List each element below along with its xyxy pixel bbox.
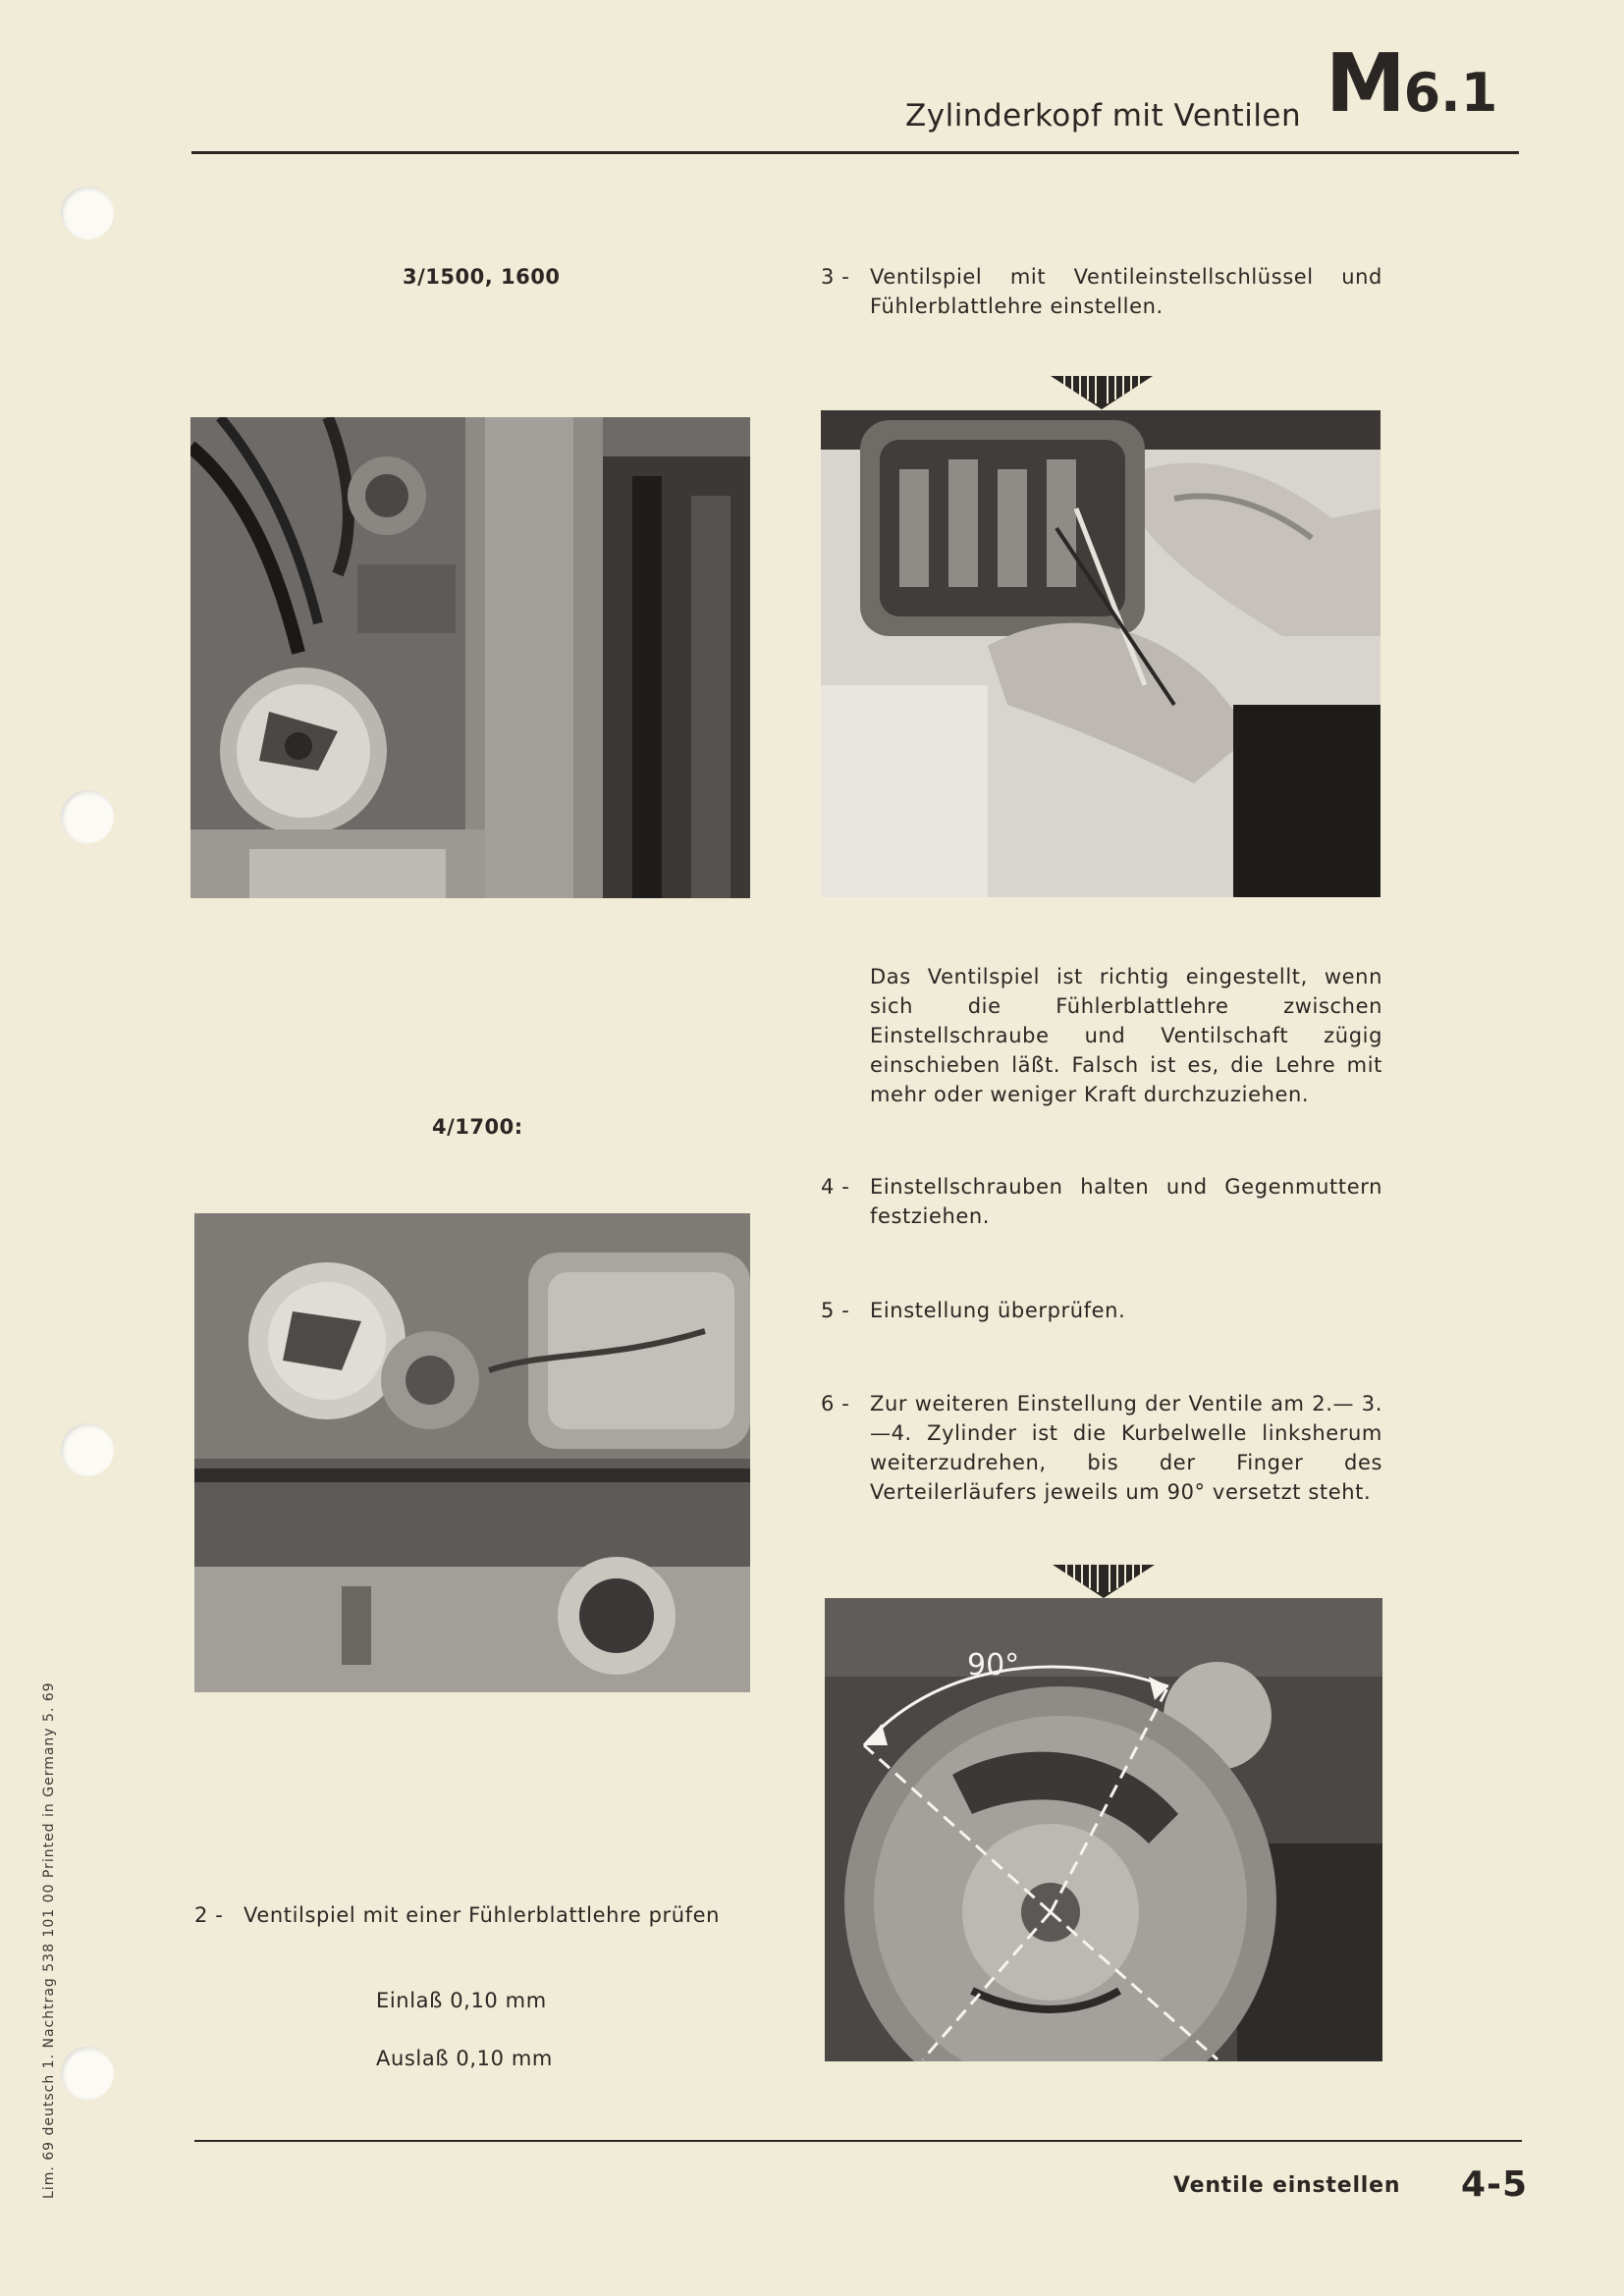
step-number: 2 - xyxy=(194,1903,224,1927)
angle-annotation: 90° xyxy=(967,1648,1020,1682)
engine-label-1700: 4/1700: xyxy=(432,1115,523,1139)
step-number: 5 - xyxy=(821,1299,850,1322)
page-number: 4-5 xyxy=(1461,2164,1529,2205)
step-text: Einstellung überprüfen. xyxy=(870,1299,1126,1322)
step-3 xyxy=(821,262,1382,321)
photo-engine-distributor-1500 xyxy=(190,417,750,898)
section-code-number: 6.1 xyxy=(1403,62,1498,124)
step-4 xyxy=(821,1172,1382,1231)
valve-clearance-note: Das Ventilspiel ist richtig eingestellt, wenn sich die Fühlerblattlehre zwischen Einstellschraube und Ventilschaft zügig einschieben läßt. Falsch ist es, die Lehre mit mehr oder weniger Kraft durchzuziehen. xyxy=(870,965,1382,1106)
down-arrow-icon xyxy=(1051,374,1153,413)
step-text: Ventilspiel mit einer Fühlerblattlehre prüfen xyxy=(244,1903,721,1927)
step-2 xyxy=(194,1900,764,1930)
step-5 xyxy=(821,1296,1382,1325)
section-code xyxy=(1326,37,1497,131)
engine-label-1500-1600: 3/1500, 1600 xyxy=(403,265,561,289)
photo-valve-adjustment-hands xyxy=(821,410,1380,897)
section-code-letter: M xyxy=(1326,37,1404,131)
photo-engine-distributor-1700 xyxy=(194,1213,750,1692)
page-title: Zylinderkopf mit Ventilen xyxy=(905,98,1302,133)
header-rule xyxy=(191,151,1519,154)
step-number: 3 - xyxy=(821,265,850,289)
punch-hole xyxy=(61,2047,114,2100)
punch-hole xyxy=(61,1423,114,1476)
step-text: Einstellschrauben halten und Gegenmuttern festziehen. xyxy=(870,1175,1382,1228)
step-number: 6 - xyxy=(821,1392,850,1415)
step-text: Zur weiteren Einstellung der Ventile am 2.— 3.—4. Zylinder ist die Kurbelwelle linksherum weiterzudrehen, bis der Finger des Verteilerläufers jeweils um 90° versetzt steht. xyxy=(870,1392,1382,1504)
outlet-clearance: Auslaß 0,10 mm xyxy=(376,2047,553,2070)
step-number: 4 - xyxy=(821,1175,850,1199)
footer-rule xyxy=(194,2140,1522,2142)
footer-section-label: Ventile einstellen xyxy=(1173,2173,1401,2198)
down-arrow-icon xyxy=(1053,1563,1155,1602)
step-text: Ventilspiel mit Ventileinstellschlüssel und Fühlerblattlehre einstellen. xyxy=(870,265,1382,318)
inlet-clearance: Einlaß 0,10 mm xyxy=(376,1989,547,2012)
punch-hole xyxy=(61,790,114,843)
punch-hole xyxy=(61,187,114,240)
step-6 xyxy=(821,1389,1382,1507)
print-info-note: Lim. 69 deutsch 1. Nachtrag 538 101 00 Printed in Germany 5. 69 xyxy=(41,1682,57,2199)
photo-distributor-rotor-90-degrees xyxy=(825,1598,1382,2061)
